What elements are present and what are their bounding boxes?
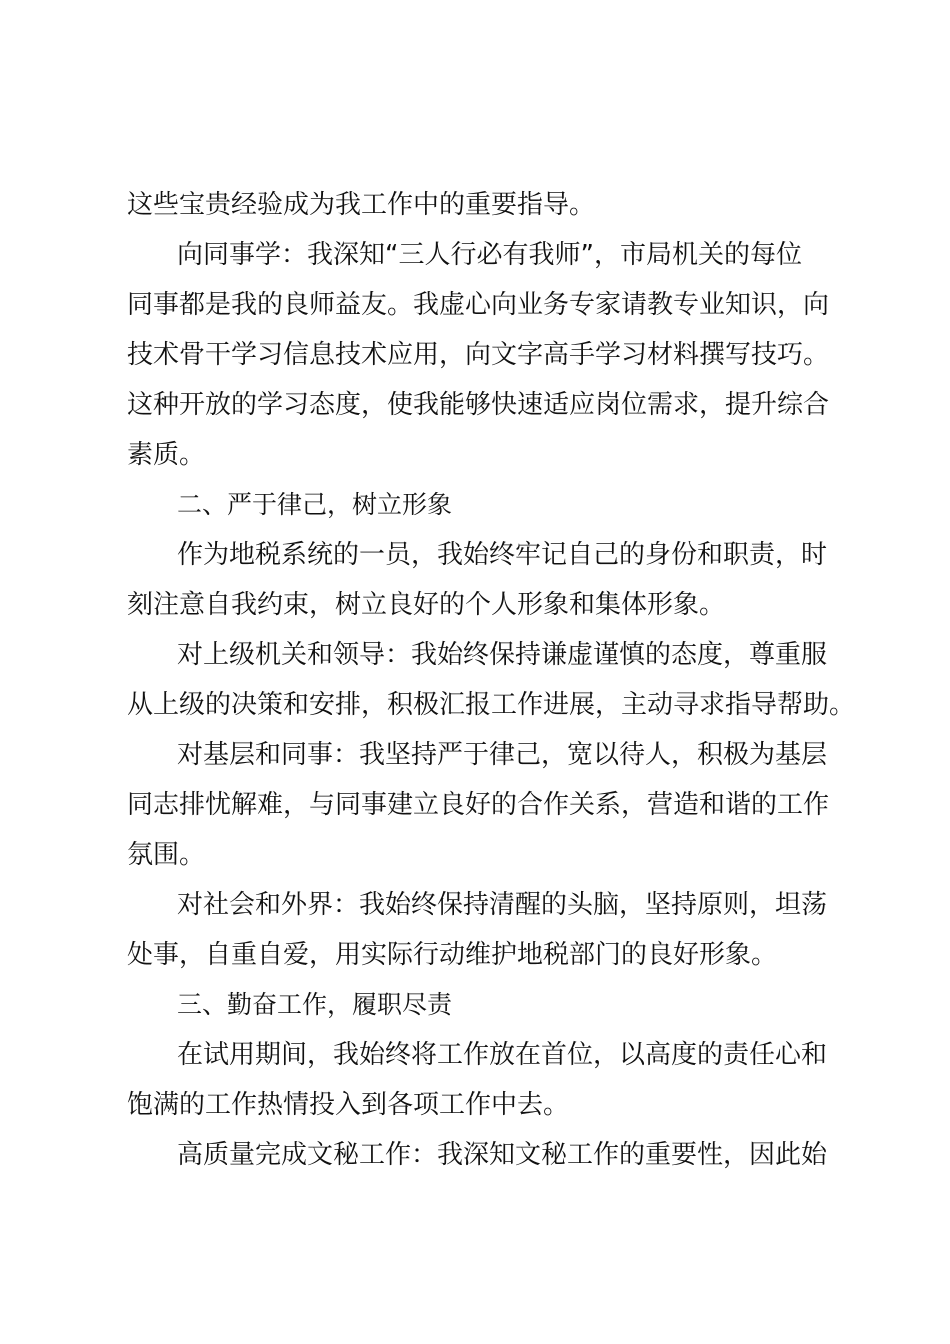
body-text-line: 同志排忧解难，与同事建立良好的合作关系，营造和谐的工作 [127, 790, 830, 820]
body-text-line: 氛围。 [127, 840, 206, 870]
body-text-line: 对社会和外界：我始终保持清醒的头脑，坚持原则，坦荡 [177, 890, 828, 920]
body-text-line: 在试用期间，我始终将工作放在首位，以高度的责任心和 [177, 1040, 828, 1070]
body-text-line: 这种开放的学习态度，使我能够快速适应岗位需求，提升综合 [127, 390, 830, 420]
body-text-line: 技术骨干学习信息技术应用，向文字高手学习材料撰写技巧。 [127, 340, 830, 370]
body-text-line: 同事都是我的良师益友。我虚心向业务专家请教专业知识，向 [127, 290, 830, 320]
section-heading: 三、勤奋工作，履职尽责 [177, 990, 453, 1019]
body-text-line: 刻注意自我约束，树立良好的个人形象和集体形象。 [127, 590, 726, 620]
body-text-line: 对上级机关和领导：我始终保持谦虚谨慎的态度，尊重服 [177, 640, 828, 670]
body-text-line: 向同事学：我深知“三人行必有我师”，市局机关的每位 [177, 240, 802, 270]
body-text-line: 处事，自重自爱，用实际行动维护地税部门的良好形象。 [127, 940, 778, 970]
section-heading: 二、严于律己，树立形象 [177, 490, 453, 519]
body-text-line: 这些宝贵经验成为我工作中的重要指导。 [127, 190, 596, 220]
body-text-line: 对基层和同事：我坚持严于律己，宽以待人，积极为基层 [177, 740, 828, 770]
body-text-line: 高质量完成文秘工作：我深知文秘工作的重要性，因此始 [177, 1140, 828, 1170]
body-text-line: 素质。 [127, 440, 206, 470]
body-text-line: 作为地税系统的一员，我始终牢记自己的身份和职责，时 [177, 540, 828, 570]
body-text-line: 从上级的决策和安排，积极汇报工作进展，主动寻求指导帮助。 [127, 690, 856, 720]
body-text-line: 饱满的工作热情投入到各项工作中去。 [127, 1090, 570, 1120]
